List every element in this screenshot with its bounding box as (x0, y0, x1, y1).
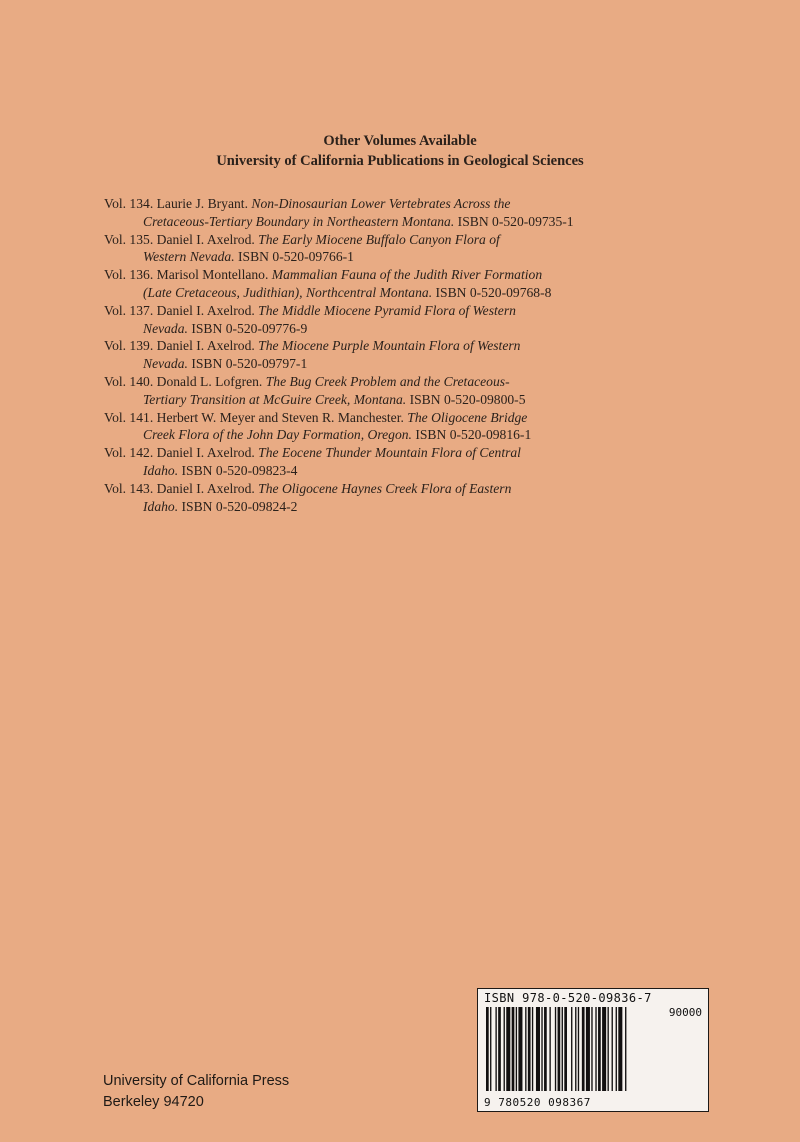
barcode-bar (591, 1007, 592, 1091)
volume-title-text: Non-Dinosaurian Lower Vertebrates Across the (251, 196, 511, 211)
barcode-bar (490, 1007, 491, 1091)
volume-title-text: Tertiary Transition at McGuire Creek, Montana. (143, 391, 407, 407)
volume-text: Vol. 143. Daniel I. Axelrod. (104, 480, 259, 496)
volume-entry (104, 195, 684, 231)
publisher-imprint (103, 1071, 289, 1113)
volume-text: ISBN 0-520-09766-1 (234, 249, 354, 265)
volume-text: ISBN 0-520-09816-1 (411, 427, 532, 443)
list-heading (0, 131, 800, 171)
volume-title-text: Mammalian Fauna of the Judith River Formation (271, 267, 543, 283)
barcode-bar (616, 1007, 617, 1091)
barcode-bar (532, 1007, 533, 1091)
volume-entry (104, 373, 684, 409)
volume-entry (104, 480, 684, 516)
volume-entry (104, 266, 684, 302)
volume-text: ISBN 0-520-09735-1 (454, 213, 574, 229)
barcode-bar (578, 1007, 579, 1091)
barcode-bar (555, 1007, 556, 1091)
volume-title-text: Cretaceous-Tertiary Boundary in Northeastern Montana. (143, 213, 455, 229)
volume-entry-line (104, 373, 684, 391)
barcode-bar (598, 1007, 601, 1091)
volume-entry-line (104, 231, 684, 249)
barcode-bar (558, 1007, 561, 1091)
volume-text: Vol. 135. Daniel I. Axelrod. (104, 231, 259, 247)
barcode-bar (544, 1007, 547, 1091)
barcode-digits: 9 780520 098367 (484, 1096, 591, 1109)
barcode-price-code: 90000 (668, 1006, 702, 1019)
volume-title-text: Nevada. (143, 356, 188, 372)
volume-text: Vol. 142. Daniel I. Axelrod. (104, 445, 259, 461)
volume-entry-line (104, 480, 684, 498)
volume-text: ISBN 0-520-09768-8 (432, 284, 552, 300)
volume-entry-line (104, 337, 684, 355)
volume-text: Vol. 140. Donald L. Lofgren. (104, 373, 266, 389)
volume-title-text: Nevada. (143, 320, 188, 336)
volume-title-text: The Eocene Thunder Mountain Flora of Central (258, 445, 521, 461)
barcode-bar (586, 1007, 590, 1091)
barcode-bar (549, 1007, 550, 1091)
volume-text: Vol. 136. Marisol Montellano. (104, 267, 272, 283)
barcode-bar (525, 1007, 526, 1091)
volume-title-text: The Bug Creek Problem and the Cretaceous- (265, 373, 510, 389)
barcode-bar (571, 1007, 572, 1091)
volume-title-text: Creek Flora of the John Day Formation, Oregon. (143, 427, 412, 443)
heading-series: University of California Publications in Geological Sciences (216, 153, 584, 169)
volume-entry (104, 409, 684, 445)
barcode-bar (575, 1007, 576, 1091)
barcode-bar (498, 1007, 501, 1091)
volume-title-text: (Late Cretaceous, Judithian), Northcentral Montana. (143, 284, 433, 300)
barcode-bar (504, 1007, 505, 1091)
barcode-bar (495, 1007, 496, 1091)
volume-entry-line (104, 355, 684, 373)
barcode-bar (506, 1007, 510, 1091)
volume-text: ISBN 0-520-09797-1 (187, 356, 308, 372)
barcode-bar (602, 1007, 606, 1091)
volume-entry-line (104, 426, 684, 444)
volume-entry-line (104, 391, 684, 409)
volume-entry-line (104, 266, 684, 284)
barcode-bar (528, 1007, 531, 1091)
barcode-bar (564, 1007, 567, 1091)
barcode-bar (582, 1007, 585, 1091)
volume-entry-line (104, 409, 684, 427)
barcode-bar (486, 1007, 489, 1091)
barcode-bar (541, 1007, 542, 1091)
heading-title: Other Volumes Available (323, 133, 477, 149)
volume-title-text: Idaho. (143, 462, 179, 478)
barcode-bar (625, 1007, 626, 1091)
volume-title-text: The Middle Miocene Pyramid Flora of Western (258, 302, 516, 318)
barcode-bar (518, 1007, 522, 1091)
volume-title-text: The Early Miocene Buffalo Canyon Flora of (258, 231, 500, 247)
volume-entry (104, 444, 684, 480)
barcode-bar (512, 1007, 515, 1091)
barcode-bars (482, 1007, 664, 1093)
barcode-isbn-label: ISBN 978-0-520-09836-7 (484, 991, 652, 1005)
volume-title-text: Western Nevada. (143, 249, 235, 265)
volume-entry-line (104, 284, 684, 302)
volume-text: ISBN 0-520-09800-5 (406, 391, 526, 407)
barcode-bar (516, 1007, 517, 1091)
volume-text: Vol. 137. Daniel I. Axelrod. (104, 302, 259, 318)
volume-entry-line (104, 320, 684, 338)
volume-entry-line (104, 444, 684, 462)
isbn-barcode (477, 988, 709, 1112)
barcode-bar (536, 1007, 540, 1091)
volume-entry-line (104, 248, 684, 266)
publisher-city: Berkeley 94720 (103, 1094, 204, 1110)
volume-text: Vol. 139. Daniel I. Axelrod. (104, 338, 259, 354)
volume-entry-line (104, 195, 684, 213)
barcode-bar (562, 1007, 563, 1091)
volume-entry-line (104, 302, 684, 320)
volume-entry-line (104, 213, 684, 231)
volume-title-text: The Miocene Purple Mountain Flora of Western (258, 338, 521, 354)
volume-text: Vol. 134. Laurie J. Bryant. (104, 196, 252, 211)
volume-entry-line (104, 498, 684, 516)
barcode-bar (595, 1007, 596, 1091)
volume-title-text: Idaho. (143, 498, 179, 514)
publisher-name: University of California Press (103, 1073, 290, 1089)
volume-entry-line (104, 462, 684, 480)
volume-entry (104, 337, 684, 373)
volume-entry (104, 302, 684, 338)
barcode-bar (612, 1007, 613, 1091)
volume-text: ISBN 0-520-09823-4 (178, 462, 298, 478)
volume-entry (104, 231, 684, 267)
volume-title-text: The Oligocene Haynes Creek Flora of Eastern (258, 480, 512, 496)
volume-text: ISBN 0-520-09824-2 (178, 498, 298, 514)
volume-text: Vol. 141. Herbert W. Meyer and Steven R. Manchester. (104, 409, 408, 425)
barcode-bar (618, 1007, 622, 1091)
volume-list (104, 195, 684, 515)
barcode-bar (608, 1007, 609, 1091)
volume-title-text: The Oligocene Bridge (407, 409, 528, 425)
volume-text: ISBN 0-520-09776-9 (187, 320, 308, 336)
